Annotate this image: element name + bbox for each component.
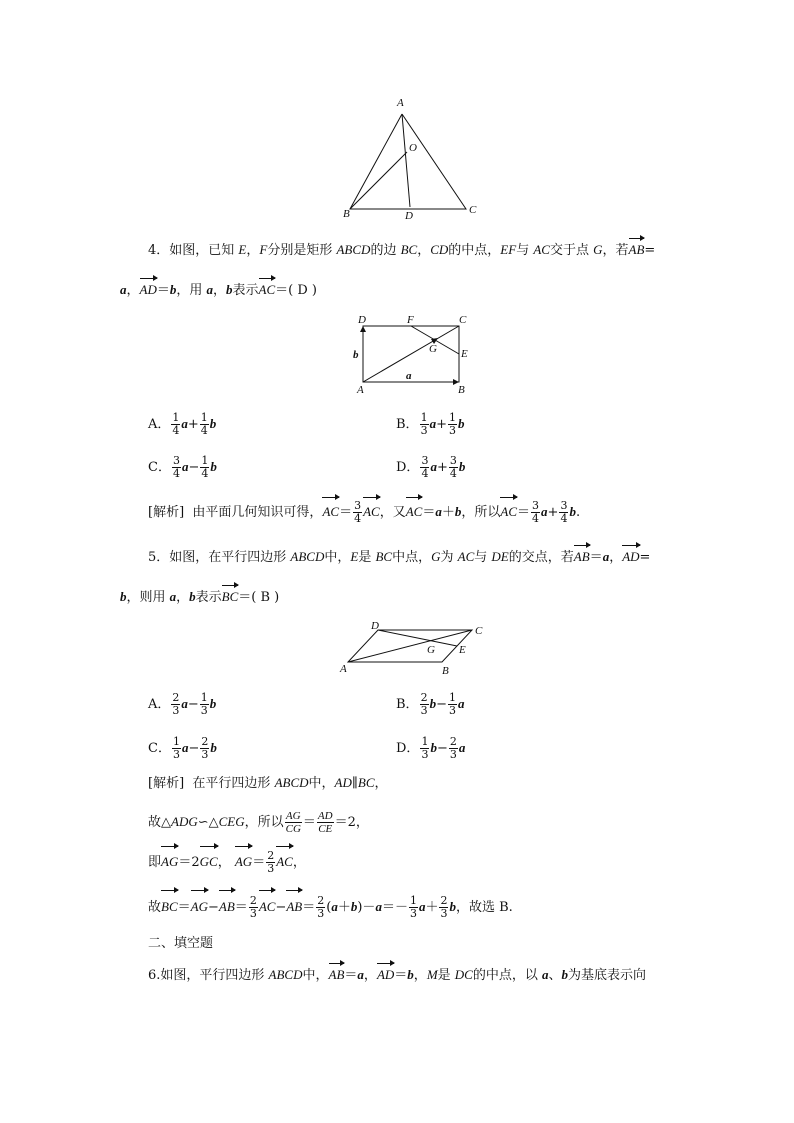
q5-analysis-line4: 故BC＝AG−AB＝ $\frac{2}{3}$ AC−AB＝ $\frac{2}{3}$ (a＋b)－a＝－ $\frac{1}{3}$ a＋ $\frac{2}{3}$ b，故选 B. <box>148 894 513 920</box>
q5-option-C[interactable]: C． $\frac{1}{3}$ a− $\frac{2}{3}$ b <box>148 735 217 761</box>
parallelogram-figure <box>336 620 496 680</box>
label-a: a <box>406 370 412 382</box>
label-G: G <box>429 343 437 355</box>
q5-option-B[interactable]: B． $\frac{2}{3}$ b− $\frac{1}{3}$ a <box>396 691 465 717</box>
q5-option-A[interactable]: A． $\frac{2}{3}$ a− $\frac{1}{3}$ b <box>148 691 217 717</box>
q4-option-A[interactable]: A． $\frac{1}{4}$ a+ $\frac{1}{4}$ b <box>148 411 217 437</box>
label-b: b <box>353 349 359 361</box>
label-B: B <box>442 665 449 677</box>
label-E: E <box>459 644 466 656</box>
label-A: A <box>397 97 404 109</box>
label-A: A <box>340 663 347 675</box>
label-F: F <box>407 314 414 326</box>
q4-option-C[interactable]: C． $\frac{3}{4}$ a− $\frac{1}{4}$ b <box>148 454 217 480</box>
label-D: D <box>405 210 413 222</box>
label-C: C <box>459 314 467 326</box>
label-A: A <box>357 384 364 396</box>
label-O: O <box>409 142 417 154</box>
label-C: C <box>469 204 477 216</box>
q5-analysis-line2: 故△ADG∽△CEG，所以 $\frac{AG}{CG}$ ＝ $\frac{AD}{CE}$ ＝2， <box>148 810 369 835</box>
label-B: B <box>458 384 465 396</box>
label-B: B <box>343 208 350 220</box>
label-E: E <box>461 348 468 360</box>
label-C: C <box>475 625 483 637</box>
q5-line2: b，则用 a，b表示BC＝( B ) <box>120 589 280 605</box>
q4-line2: a，AD＝b，用 a，b表示AC＝( D ) <box>120 282 318 298</box>
q4-option-D[interactable]: D． $\frac{3}{4}$ a+ $\frac{3}{4}$ b <box>396 454 466 480</box>
section-heading: 二、填空题 <box>148 936 214 951</box>
q5-analysis-line3: 即AG＝2GC， AG＝ $\frac{2}{3}$ AC， <box>148 849 306 875</box>
q4-line1: 4．如图，已知 E，F分别是矩形 ABCD的边 BC，CD的中点，EF与 AC交于点 G，若AB= <box>148 242 656 258</box>
q4-option-B[interactable]: B． $\frac{1}{3}$ a+ $\frac{1}{3}$ b <box>396 411 465 437</box>
triangle-figure <box>340 92 490 222</box>
q5-option-D[interactable]: D． $\frac{1}{3}$ b− $\frac{2}{3}$ a <box>396 735 466 761</box>
q4-analysis: [解析] 由平面几何知识可得，AC＝ $\frac{3}{4}$ AC，又AC＝a＋b，所以AC＝ $\frac{3}{4}$ a+ $\frac{3}{4}$ b. <box>148 499 581 525</box>
q5-analysis-line1: [解析] 在平行四边形 ABCD中，AD∥BC， <box>148 775 388 791</box>
q6-line1: 6.如图，平行四边形 ABCD中，AB＝a，AD＝b，M是 DC的中点，以 a、b为基底表示向 <box>148 967 647 983</box>
label-G: G <box>427 644 435 656</box>
q5-line1: 5．如图，在平行四边形 ABCD中，E是 BC中点，G为 AC与 DE的交点，若AB＝a，AD= <box>148 549 651 565</box>
rectangle-figure <box>348 312 478 400</box>
label-D: D <box>358 314 366 326</box>
label-D: D <box>371 620 379 632</box>
